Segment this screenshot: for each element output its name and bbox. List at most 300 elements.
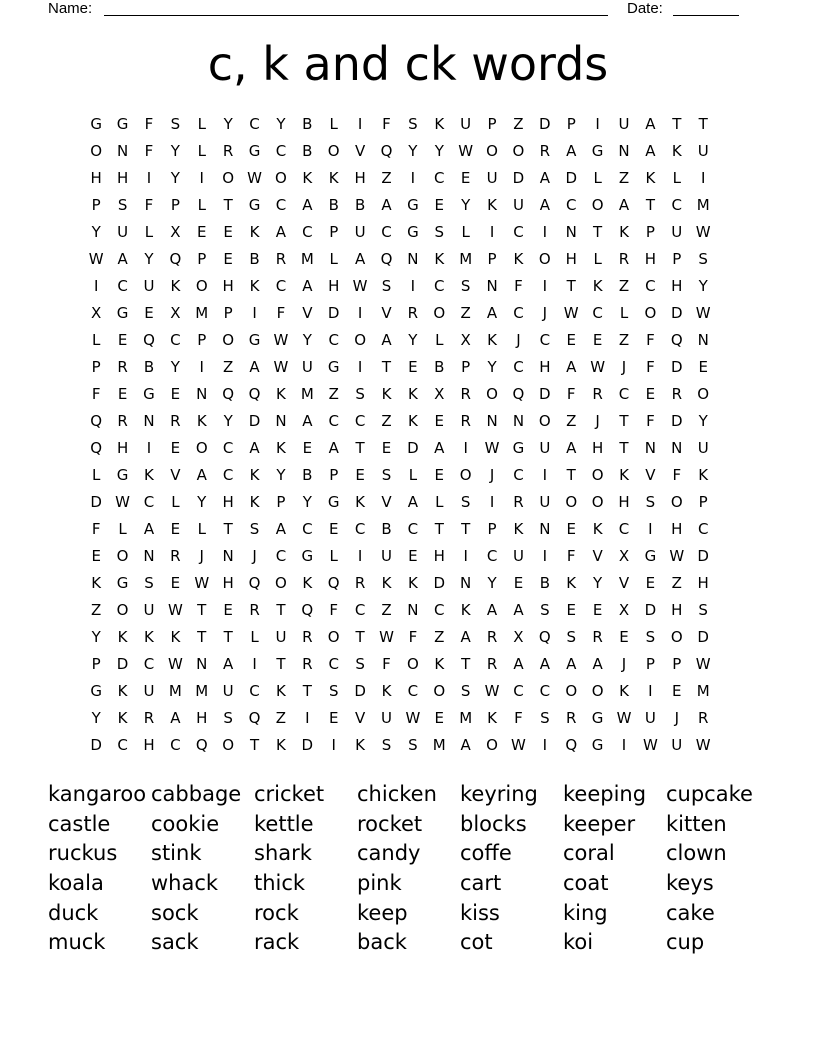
grid-letter[interactable]: T — [619, 439, 629, 457]
grid-letter[interactable]: U — [671, 223, 683, 241]
grid-letter[interactable]: K — [407, 412, 418, 430]
grid-letter[interactable]: U — [618, 115, 630, 133]
grid-letter[interactable]: I — [542, 277, 548, 295]
grid-letter[interactable]: O — [486, 736, 498, 754]
grid-letter[interactable]: E — [91, 547, 101, 565]
grid-letter[interactable]: E — [566, 331, 576, 349]
grid-letter[interactable]: R — [275, 250, 287, 268]
grid-letter[interactable]: I — [410, 277, 416, 295]
grid-letter[interactable]: L — [118, 520, 127, 538]
grid-letter[interactable]: P — [566, 115, 576, 133]
grid-letter[interactable]: Q — [248, 385, 261, 403]
grid-letter[interactable]: C — [513, 304, 524, 322]
grid-letter[interactable]: O — [275, 169, 287, 187]
grid-letter[interactable]: F — [566, 385, 576, 403]
grid-letter[interactable]: C — [618, 520, 630, 538]
grid-letter[interactable]: T — [593, 223, 603, 241]
grid-letter[interactable]: K — [276, 682, 286, 700]
grid-letter[interactable]: O — [670, 493, 683, 511]
grid-letter[interactable]: Y — [91, 628, 101, 646]
grid-letter[interactable]: D — [697, 628, 709, 646]
grid-letter[interactable]: B — [539, 574, 550, 592]
grid-letter[interactable]: H — [433, 547, 445, 565]
grid-letter[interactable]: O — [90, 142, 103, 160]
grid-letter[interactable]: W — [405, 709, 421, 727]
grid-letter[interactable]: E — [170, 439, 181, 457]
grid-letter[interactable]: P — [276, 493, 286, 511]
grid-letter[interactable]: C — [222, 466, 234, 484]
grid-letter[interactable]: G — [407, 196, 419, 214]
grid-letter[interactable]: U — [512, 547, 524, 565]
grid-letter[interactable]: L — [461, 223, 470, 241]
grid-letter[interactable]: R — [143, 709, 155, 727]
grid-letter[interactable]: A — [354, 250, 366, 268]
grid-letter[interactable]: M — [432, 736, 446, 754]
grid-letter[interactable]: Q — [90, 439, 103, 457]
grid-letter[interactable]: Q — [248, 709, 261, 727]
grid-letter[interactable]: V — [381, 304, 392, 322]
grid-letter[interactable]: U — [512, 196, 524, 214]
grid-letter[interactable]: L — [435, 331, 444, 349]
grid-letter[interactable]: U — [539, 493, 551, 511]
grid-letter[interactable]: D — [671, 412, 683, 430]
grid-letter[interactable]: K — [619, 682, 629, 700]
grid-letter[interactable]: A — [539, 196, 550, 214]
grid-letter[interactable]: P — [329, 466, 339, 484]
grid-letter[interactable]: A — [249, 439, 260, 457]
name-line[interactable] — [104, 15, 608, 16]
grid-letter[interactable]: K — [407, 385, 418, 403]
grid-letter[interactable]: A — [302, 412, 313, 430]
grid-letter[interactable]: N — [697, 331, 709, 349]
grid-letter[interactable]: K — [117, 628, 128, 646]
grid-letter[interactable]: C — [697, 520, 709, 538]
grid-letter[interactable]: K — [144, 466, 154, 484]
grid-letter[interactable]: L — [92, 331, 101, 349]
grid-letter[interactable]: J — [621, 358, 627, 376]
grid-letter[interactable]: R — [592, 628, 603, 646]
grid-letter[interactable]: C — [170, 736, 181, 754]
grid-letter[interactable]: I — [357, 547, 363, 565]
grid-letter[interactable]: E — [698, 358, 708, 376]
grid-letter[interactable]: G — [116, 115, 129, 133]
grid-letter[interactable]: A — [539, 655, 550, 673]
grid-letter[interactable]: O — [512, 142, 525, 160]
grid-letter[interactable]: R — [302, 655, 313, 673]
grid-letter[interactable]: R — [592, 385, 603, 403]
grid-letter[interactable]: K — [276, 736, 286, 754]
grid-letter[interactable]: G — [116, 304, 129, 322]
grid-letter[interactable]: Z — [381, 601, 392, 619]
grid-letter[interactable]: O — [486, 142, 498, 160]
grid-letter[interactable]: Q — [512, 385, 525, 403]
grid-letter[interactable]: I — [542, 223, 548, 241]
grid-letter[interactable]: N — [275, 412, 287, 430]
grid-letter[interactable]: W — [616, 709, 632, 727]
grid-letter[interactable]: V — [381, 493, 392, 511]
grid-letter[interactable]: E — [592, 331, 603, 349]
grid-letter[interactable]: O — [433, 304, 446, 322]
grid-letter[interactable]: P — [461, 358, 471, 376]
grid-letter[interactable]: E — [672, 682, 682, 700]
grid-letter[interactable]: E — [223, 250, 233, 268]
grid-letter[interactable]: A — [381, 196, 392, 214]
grid-letter[interactable]: T — [461, 520, 471, 538]
grid-letter[interactable]: E — [223, 223, 233, 241]
grid-letter[interactable]: I — [305, 709, 310, 727]
grid-letter[interactable]: G — [301, 547, 314, 565]
grid-letter[interactable]: O — [327, 142, 340, 160]
grid-letter[interactable]: W — [247, 169, 262, 187]
grid-letter[interactable]: O — [459, 466, 472, 484]
grid-letter[interactable]: U — [697, 439, 709, 457]
grid-letter[interactable]: E — [408, 547, 418, 565]
grid-letter[interactable]: O — [195, 277, 208, 295]
grid-letter[interactable]: M — [459, 250, 473, 268]
grid-letter[interactable]: K — [144, 628, 154, 646]
grid-letter[interactable]: C — [117, 277, 128, 295]
grid-letter[interactable]: Y — [487, 574, 497, 592]
grid-letter[interactable]: U — [222, 682, 234, 700]
grid-letter[interactable]: K — [276, 385, 286, 403]
grid-letter[interactable]: J — [674, 709, 679, 727]
grid-letter[interactable]: H — [196, 709, 208, 727]
grid-letter[interactable]: K — [381, 682, 392, 700]
grid-letter[interactable]: D — [301, 736, 314, 754]
grid-letter[interactable]: S — [460, 682, 471, 700]
grid-letter[interactable]: H — [116, 439, 129, 457]
grid-letter[interactable]: N — [143, 547, 155, 565]
grid-letter[interactable]: C — [117, 736, 128, 754]
grid-letter[interactable]: Y — [461, 196, 471, 214]
grid-letter[interactable]: H — [354, 169, 366, 187]
grid-letter[interactable]: T — [197, 628, 207, 646]
grid-letter[interactable]: L — [197, 196, 206, 214]
grid-letter[interactable]: M — [300, 250, 314, 268]
grid-letter[interactable]: U — [460, 115, 472, 133]
grid-letter[interactable]: K — [513, 250, 524, 268]
grid-letter[interactable]: A — [513, 601, 524, 619]
grid-letter[interactable]: B — [249, 250, 260, 268]
grid-letter[interactable]: Y — [91, 223, 101, 241]
grid-letter[interactable]: P — [698, 493, 708, 511]
grid-letter[interactable]: J — [621, 655, 627, 673]
grid-letter[interactable]: R — [117, 358, 128, 376]
grid-letter[interactable]: G — [90, 115, 102, 133]
grid-letter[interactable]: W — [695, 655, 711, 673]
grid-letter[interactable]: A — [513, 655, 524, 673]
grid-letter[interactable]: Q — [90, 412, 103, 430]
grid-letter[interactable]: X — [170, 223, 181, 241]
grid-letter[interactable]: R — [513, 493, 524, 511]
grid-letter[interactable]: H — [222, 574, 234, 592]
grid-letter[interactable]: R — [671, 385, 682, 403]
grid-letter[interactable]: J — [489, 466, 495, 484]
grid-letter[interactable]: K — [460, 601, 471, 619]
grid-letter[interactable]: S — [381, 466, 392, 484]
grid-letter[interactable]: G — [327, 493, 340, 511]
grid-letter[interactable]: D — [248, 412, 261, 430]
grid-letter[interactable]: Q — [143, 331, 155, 349]
grid-letter[interactable]: N — [565, 223, 577, 241]
grid-letter[interactable]: Z — [566, 412, 577, 430]
grid-letter[interactable]: N — [407, 250, 419, 268]
grid-letter[interactable]: K — [117, 682, 128, 700]
grid-letter[interactable]: S — [249, 520, 260, 538]
grid-letter[interactable]: M — [696, 196, 710, 214]
grid-letter[interactable]: E — [117, 385, 128, 403]
grid-letter[interactable]: A — [302, 196, 313, 214]
grid-letter[interactable]: C — [513, 466, 524, 484]
grid-letter[interactable]: Q — [248, 574, 261, 592]
grid-letter[interactable]: E — [619, 628, 629, 646]
grid-letter[interactable]: K — [249, 466, 260, 484]
grid-letter[interactable]: O — [486, 385, 498, 403]
grid-letter[interactable]: G — [512, 439, 525, 457]
grid-letter[interactable]: W — [695, 304, 711, 322]
grid-letter[interactable]: D — [90, 493, 102, 511]
grid-letter[interactable]: K — [381, 385, 392, 403]
grid-letter[interactable]: M — [195, 682, 209, 700]
grid-letter[interactable]: K — [487, 709, 497, 727]
grid-letter[interactable]: V — [354, 142, 366, 160]
grid-letter[interactable]: F — [672, 466, 682, 484]
grid-letter[interactable]: H — [697, 574, 709, 592]
grid-letter[interactable]: W — [273, 331, 289, 349]
grid-letter[interactable]: C — [143, 655, 155, 673]
grid-letter[interactable]: L — [619, 304, 629, 322]
grid-letter[interactable]: A — [486, 304, 498, 322]
grid-letter[interactable]: T — [223, 520, 233, 538]
grid-letter[interactable]: R — [407, 304, 419, 322]
grid-letter[interactable]: X — [513, 628, 524, 646]
grid-letter[interactable]: I — [93, 277, 99, 295]
grid-letter[interactable]: K — [170, 277, 181, 295]
grid-letter[interactable]: W — [194, 574, 210, 592]
grid-letter[interactable]: Z — [513, 115, 524, 133]
grid-letter[interactable]: A — [566, 358, 577, 376]
grid-letter[interactable]: Y — [434, 142, 444, 160]
grid-letter[interactable]: S — [408, 115, 418, 133]
grid-letter[interactable]: U — [381, 547, 392, 565]
grid-letter[interactable]: P — [197, 250, 207, 268]
grid-letter[interactable]: H — [116, 169, 129, 187]
grid-letter[interactable]: O — [591, 196, 604, 214]
grid-letter[interactable]: B — [328, 196, 339, 214]
grid-letter[interactable]: V — [645, 466, 656, 484]
grid-letter[interactable]: D — [512, 169, 525, 187]
grid-letter[interactable]: I — [489, 223, 495, 241]
grid-letter[interactable]: E — [566, 601, 576, 619]
grid-letter[interactable]: E — [144, 304, 154, 322]
grid-letter[interactable]: Y — [276, 466, 286, 484]
grid-letter[interactable]: C — [407, 520, 419, 538]
grid-letter[interactable]: I — [410, 169, 416, 187]
grid-letter[interactable]: N — [143, 412, 155, 430]
grid-letter[interactable]: Z — [381, 169, 392, 187]
grid-letter[interactable]: K — [328, 169, 339, 187]
grid-letter[interactable]: K — [434, 250, 445, 268]
grid-letter[interactable]: T — [672, 115, 682, 133]
grid-letter[interactable]: C — [354, 412, 366, 430]
grid-letter[interactable]: H — [222, 493, 234, 511]
grid-letter[interactable]: S — [540, 601, 550, 619]
grid-letter[interactable]: Q — [195, 736, 208, 754]
grid-letter[interactable]: L — [435, 493, 444, 511]
grid-letter[interactable]: K — [249, 277, 260, 295]
grid-letter[interactable]: C — [275, 547, 287, 565]
grid-letter[interactable]: Z — [434, 628, 445, 646]
grid-letter[interactable]: I — [542, 736, 548, 754]
grid-letter[interactable]: O — [195, 439, 208, 457]
grid-letter[interactable]: L — [593, 250, 602, 268]
grid-letter[interactable]: A — [223, 655, 234, 673]
grid-letter[interactable]: C — [407, 682, 419, 700]
grid-letter[interactable]: R — [302, 628, 313, 646]
grid-letter[interactable]: Q — [169, 250, 182, 268]
grid-letter[interactable]: O — [644, 304, 657, 322]
grid-letter[interactable]: M — [696, 682, 710, 700]
grid-letter[interactable]: O — [565, 493, 578, 511]
grid-letter[interactable]: W — [88, 250, 104, 268]
grid-letter[interactable]: E — [302, 439, 313, 457]
grid-letter[interactable]: O — [222, 736, 235, 754]
grid-letter[interactable]: G — [248, 331, 261, 349]
grid-letter[interactable]: H — [328, 277, 340, 295]
grid-letter[interactable]: P — [91, 196, 101, 214]
grid-letter[interactable]: N — [671, 439, 683, 457]
grid-letter[interactable]: R — [249, 601, 260, 619]
grid-letter[interactable]: L — [593, 169, 602, 187]
grid-letter[interactable]: H — [143, 736, 155, 754]
grid-letter[interactable]: R — [618, 250, 630, 268]
grid-letter[interactable]: I — [700, 169, 706, 187]
grid-letter[interactable]: S — [355, 385, 365, 403]
grid-letter[interactable]: Y — [170, 142, 180, 160]
grid-letter[interactable]: E — [408, 358, 418, 376]
grid-letter[interactable]: Q — [565, 736, 578, 754]
grid-letter[interactable]: V — [302, 304, 313, 322]
grid-letter[interactable]: S — [381, 736, 392, 754]
grid-letter[interactable]: E — [328, 709, 339, 727]
grid-letter[interactable]: O — [670, 628, 683, 646]
grid-letter[interactable]: Y — [144, 250, 154, 268]
grid-letter[interactable]: U — [143, 682, 155, 700]
grid-letter[interactable]: B — [143, 358, 155, 376]
grid-letter[interactable]: H — [565, 250, 577, 268]
grid-letter[interactable]: E — [645, 385, 656, 403]
grid-letter[interactable]: Z — [618, 169, 630, 187]
grid-letter[interactable]: A — [275, 223, 287, 241]
grid-letter[interactable]: P — [197, 331, 207, 349]
grid-letter[interactable]: C — [539, 331, 551, 349]
grid-letter[interactable]: Q — [538, 628, 551, 646]
grid-letter[interactable]: O — [591, 466, 604, 484]
grid-letter[interactable]: Y — [593, 574, 603, 592]
grid-letter[interactable]: A — [196, 466, 207, 484]
grid-letter[interactable]: E — [592, 601, 603, 619]
grid-letter[interactable]: K — [513, 520, 524, 538]
grid-letter[interactable]: F — [566, 547, 576, 565]
grid-letter[interactable]: U — [486, 169, 498, 187]
grid-letter[interactable]: O — [275, 574, 287, 592]
grid-letter[interactable]: I — [489, 493, 495, 511]
grid-letter[interactable]: F — [329, 601, 339, 619]
grid-letter[interactable]: M — [300, 385, 314, 403]
grid-letter[interactable]: A — [328, 439, 339, 457]
grid-letter[interactable]: F — [408, 628, 418, 646]
grid-letter[interactable]: T — [197, 601, 207, 619]
grid-letter[interactable]: O — [433, 682, 446, 700]
grid-letter[interactable]: D — [539, 385, 551, 403]
grid-letter[interactable]: F — [276, 304, 286, 322]
grid-letter[interactable]: L — [197, 142, 206, 160]
grid-letter[interactable]: K — [566, 574, 577, 592]
grid-letter[interactable]: K — [407, 574, 418, 592]
grid-letter[interactable]: E — [566, 520, 576, 538]
grid-letter[interactable]: P — [170, 196, 180, 214]
grid-letter[interactable]: Z — [460, 304, 471, 322]
grid-letter[interactable]: C — [328, 412, 339, 430]
grid-letter[interactable]: T — [302, 682, 312, 700]
grid-letter[interactable]: W — [352, 277, 368, 295]
grid-letter[interactable]: G — [591, 142, 604, 160]
grid-letter[interactable]: A — [566, 142, 577, 160]
grid-letter[interactable]: Z — [381, 412, 392, 430]
grid-letter[interactable]: O — [327, 628, 340, 646]
grid-letter[interactable]: E — [434, 466, 445, 484]
grid-letter[interactable]: F — [144, 196, 154, 214]
grid-letter[interactable]: O — [591, 682, 604, 700]
grid-letter[interactable]: G — [143, 385, 155, 403]
grid-letter[interactable]: X — [618, 601, 630, 619]
grid-letter[interactable]: Q — [670, 331, 683, 349]
grid-letter[interactable]: C — [513, 223, 524, 241]
grid-letter[interactable]: F — [514, 709, 523, 727]
grid-letter[interactable]: R — [170, 412, 181, 430]
grid-letter[interactable]: U — [143, 601, 155, 619]
grid-letter[interactable]: I — [252, 655, 257, 673]
grid-letter[interactable]: I — [463, 439, 468, 457]
grid-letter[interactable]: H — [671, 277, 683, 295]
grid-letter[interactable]: R — [354, 574, 366, 592]
grid-letter[interactable]: F — [91, 520, 101, 538]
grid-letter[interactable]: E — [328, 520, 339, 538]
grid-letter[interactable]: B — [302, 115, 313, 133]
grid-letter[interactable]: E — [197, 223, 207, 241]
grid-letter[interactable]: O — [538, 250, 551, 268]
grid-letter[interactable]: C — [434, 169, 445, 187]
grid-letter[interactable]: Y — [302, 331, 312, 349]
grid-letter[interactable]: E — [170, 574, 181, 592]
grid-letter[interactable]: H — [618, 493, 630, 511]
grid-letter[interactable]: L — [250, 628, 259, 646]
grid-letter[interactable]: C — [143, 493, 155, 511]
grid-letter[interactable]: K — [698, 466, 709, 484]
grid-letter[interactable]: W — [695, 223, 711, 241]
grid-letter[interactable]: G — [407, 223, 419, 241]
grid-letter[interactable]: E — [117, 331, 128, 349]
grid-letter[interactable]: U — [697, 142, 709, 160]
grid-letter[interactable]: E — [645, 574, 656, 592]
grid-letter[interactable]: J — [542, 304, 548, 322]
grid-letter[interactable]: K — [196, 412, 207, 430]
grid-letter[interactable]: A — [539, 169, 550, 187]
grid-letter[interactable]: F — [144, 115, 154, 133]
grid-letter[interactable]: W — [511, 736, 526, 754]
grid-letter[interactable]: E — [460, 169, 471, 187]
grid-letter[interactable]: N — [407, 601, 419, 619]
